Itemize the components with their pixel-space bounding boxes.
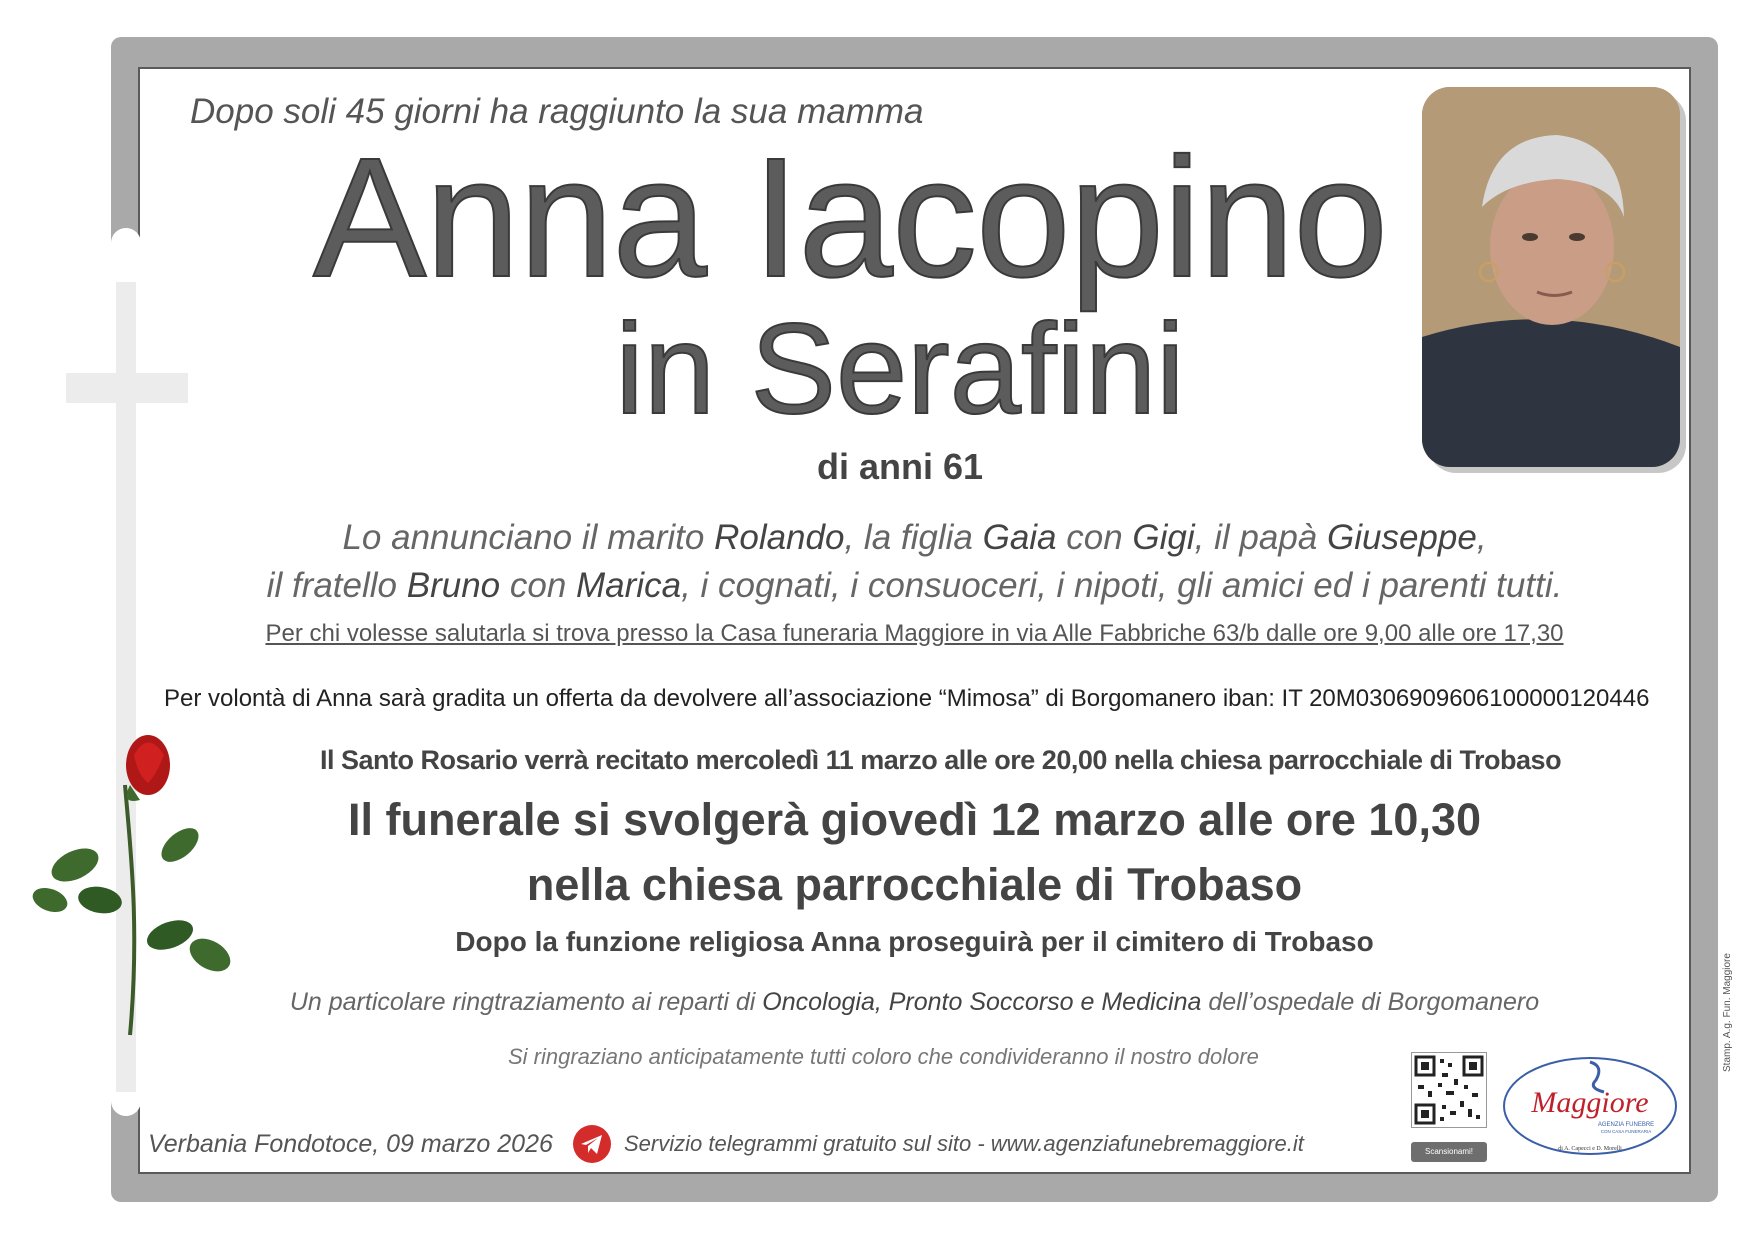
announcement-segment: , la figlia xyxy=(844,518,983,557)
announcement-segment: , xyxy=(1476,518,1487,557)
announcement-segment: il fratello xyxy=(266,566,407,605)
rosary-info: Il Santo Rosario verrà recitato mercoledì 11 marzo alle ore 20,00 nella chiesa parrocchiale di Trobaso xyxy=(320,745,1562,775)
donation-info: Per volontà di Anna sarà gradita un offerta da devolvere all’associazione “Mimosa” di Borgomanero iban: IT 20M0306909606100000120446 xyxy=(164,685,1650,712)
announcement-segment: Gigi xyxy=(1132,518,1195,557)
announcement-segment: , il papà xyxy=(1194,518,1327,557)
cross-icon-beam xyxy=(66,373,188,403)
announcement-segment: Lo annunciano il marito xyxy=(342,518,715,557)
funeral-line-1: Il funerale si svolgerà giovedì 12 marzo alle ore 10,30 xyxy=(347,794,1482,845)
logo-subtitle-2: CON CASA FUNERARIA xyxy=(1600,1129,1652,1134)
announcement-segment: con xyxy=(1056,518,1133,557)
side-credit: Stamp. A.g. Fun. Maggiore xyxy=(1722,953,1733,1072)
thanks-segment: dell’ospedale di Borgomanero xyxy=(1201,988,1540,1016)
announcement-segment: Bruno xyxy=(406,566,501,605)
announcement-segment: Gaia xyxy=(982,518,1057,557)
deceased-married-name: in Serafini xyxy=(615,298,1185,441)
announcement-segment: Marica xyxy=(576,566,682,605)
announcement-line-1 xyxy=(138,514,1691,562)
deceased-name: Anna Iacopino xyxy=(313,123,1387,313)
qr-code-icon[interactable] xyxy=(1411,1052,1487,1128)
swan-logo-icon xyxy=(1500,1054,1680,1158)
telegram-service[interactable]: Servizio telegrammi gratuito sul sito - www.agenziafunebremaggiore.it xyxy=(624,1131,1304,1156)
thanks-segment: Un particolare ringtraziamento ai reparti di xyxy=(289,988,763,1016)
visitation-info: Per chi volesse salutarla si trova presso la Casa funeraria Maggiore in via Alle Fabbriche 63/b dalle ore 9,00 alle ore 17,30 xyxy=(265,620,1564,647)
announcement-line-2 xyxy=(138,562,1691,610)
thanks-segment: Oncologia, Pronto Soccorso e Medicina xyxy=(762,988,1202,1016)
logo-owners: di A. Capecci e D. Morelli xyxy=(1558,1146,1622,1152)
announcement-segment: Giuseppe xyxy=(1326,518,1477,557)
place-date: Verbania Fondotoce, 09 marzo 2026 xyxy=(148,1130,553,1158)
portrait-photo xyxy=(1422,87,1680,467)
after-service: Dopo la funzione religiosa Anna proseguirà per il cimitero di Trobaso xyxy=(455,926,1374,957)
thanks-general: Si ringraziano anticipatamente tutti coloro che condivideranno il nostro dolore xyxy=(508,1044,1259,1069)
qr-label: Scansionami! xyxy=(1411,1142,1487,1162)
funeral-line-2: nella chiesa parrocchiale di Trobaso xyxy=(526,859,1303,910)
announcement-segment: Rolando xyxy=(714,518,845,557)
announcement-segment: , i cognati, i consuoceri, i nipoti, gli amici ed i parenti tutti. xyxy=(681,566,1563,605)
intro-line: Dopo soli 45 giorni ha raggiunto la sua mamma xyxy=(190,92,924,131)
announcement-segment: con xyxy=(500,566,577,605)
telegram-icon xyxy=(572,1124,612,1164)
announcement xyxy=(138,514,1691,610)
thanks-departments xyxy=(138,988,1691,1017)
logo-subtitle: AGENZIA FUNEBRE xyxy=(1597,1122,1655,1128)
logo-name: Maggiore xyxy=(1531,1086,1649,1119)
deceased-age: di anni 61 xyxy=(816,446,984,487)
